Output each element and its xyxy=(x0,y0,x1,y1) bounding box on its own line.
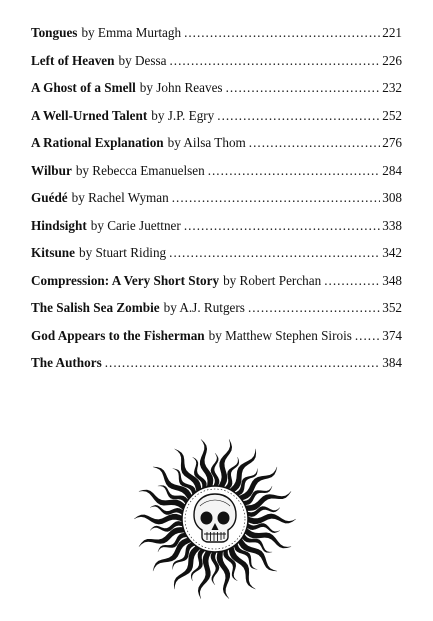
page-number: 226 xyxy=(382,52,402,68)
toc-entry-compression xyxy=(31,273,402,301)
story-author: by J.P. Egry xyxy=(151,107,215,123)
story-title: A Well-Urned Talent xyxy=(31,107,148,123)
toc-entry-hindsight xyxy=(31,218,402,246)
story-title: Hindsight xyxy=(31,217,87,233)
story-title: A Ghost of a Smell xyxy=(31,80,136,95)
page-number: 308 xyxy=(382,190,402,205)
sun-ray xyxy=(139,490,186,511)
sun-ray xyxy=(244,527,291,548)
skull-eye-right xyxy=(218,512,230,525)
dot-leader xyxy=(208,163,381,179)
table-of-contents xyxy=(31,25,402,383)
story-author: by A.J. Rutgers xyxy=(163,300,245,315)
dot-leader xyxy=(248,300,380,316)
page-number: 221 xyxy=(382,25,402,40)
story-title: A Rational Explanation xyxy=(31,135,164,150)
story-title: Compression: A Very Short Story xyxy=(31,272,220,288)
dot-leader xyxy=(226,80,381,96)
dot-leader xyxy=(184,218,380,234)
dot-leader xyxy=(169,245,380,261)
toc-entry-god-appears xyxy=(31,328,402,356)
sun-skull-icon xyxy=(132,436,298,602)
story-title: Guédé xyxy=(31,190,68,205)
page-number: 348 xyxy=(382,272,402,288)
toc-entry-kitsune xyxy=(31,245,402,273)
dot-leader xyxy=(105,355,381,371)
page-number: 232 xyxy=(382,80,402,95)
toc-entry-left-of-heaven xyxy=(31,53,402,81)
toc-entry-guede xyxy=(31,190,402,218)
page-number: 276 xyxy=(382,135,402,150)
page-number: 252 xyxy=(382,107,402,123)
story-author: by Rachel Wyman xyxy=(71,190,169,205)
story-title: Kitsune xyxy=(31,245,75,260)
story-title: Wilbur xyxy=(31,162,72,178)
dot-leader xyxy=(184,25,380,41)
page-number: 284 xyxy=(382,162,402,178)
toc-entry-salish-sea-zombie xyxy=(31,300,402,328)
story-author: by Robert Perchan xyxy=(223,272,322,288)
story-title: Tongues xyxy=(31,25,78,40)
toc-entry-wilbur xyxy=(31,163,402,191)
toc-entry-rational-explanation xyxy=(31,135,402,163)
story-title: God Appears to the Fisherman xyxy=(31,327,205,343)
toc-entry-tongues xyxy=(31,25,402,53)
dot-leader xyxy=(217,108,380,124)
dot-leader xyxy=(172,190,380,206)
toc-entry-well-urned-talent xyxy=(31,108,402,136)
page-number: 374 xyxy=(382,327,402,343)
page-number: 338 xyxy=(382,217,402,233)
dot-leader xyxy=(355,328,380,344)
page-number: 384 xyxy=(382,355,402,370)
toc-entry-the-authors xyxy=(31,355,402,383)
section-title: The Authors xyxy=(31,355,102,370)
dot-leader xyxy=(324,273,380,289)
story-author: by John Reaves xyxy=(139,80,223,95)
story-author: by Ailsa Thom xyxy=(167,135,246,150)
story-author: by Matthew Stephen Sirois xyxy=(208,327,352,343)
story-title: The Salish Sea Zombie xyxy=(31,300,160,315)
toc-entry-ghost-of-a-smell xyxy=(31,80,402,108)
story-title: Left of Heaven xyxy=(31,52,115,68)
story-author: by Stuart Riding xyxy=(78,245,167,260)
dot-leader xyxy=(169,53,380,69)
page-number: 342 xyxy=(382,245,402,260)
dot-leader xyxy=(249,135,380,151)
story-author: by Rebecca Emanuelsen xyxy=(75,162,205,178)
skull-eye-left xyxy=(201,512,213,525)
page-number: 352 xyxy=(382,300,402,315)
story-author: by Dessa xyxy=(118,52,167,68)
story-author: by Emma Murtagh xyxy=(81,25,182,40)
story-author: by Carie Juettner xyxy=(90,217,181,233)
